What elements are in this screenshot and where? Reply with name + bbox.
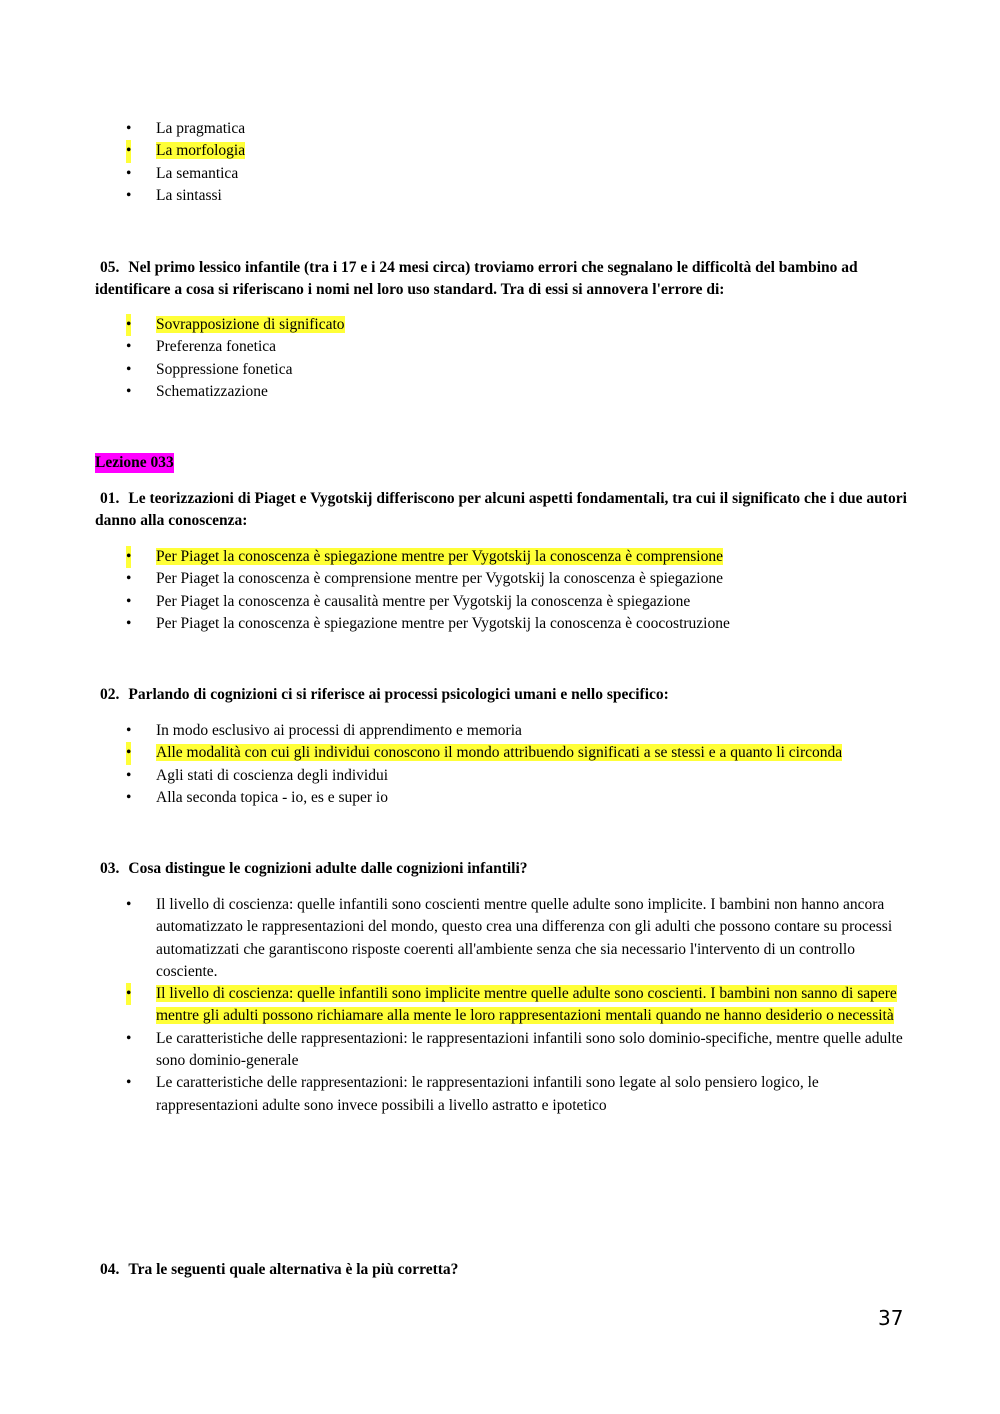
question-number: 04. (100, 1261, 120, 1278)
bullet-icon: • (126, 186, 132, 204)
question-01 (95, 488, 910, 533)
lesson-title: Lezione 033 (95, 454, 174, 471)
question-03 (95, 858, 910, 880)
option-item: • Per Piaget la conoscenza è comprensione mentre per Vygotskij la conoscenza è spiegazione (122, 568, 912, 590)
top-options-list (122, 118, 912, 207)
option-item-highlighted: • Sovrapposizione di significato (122, 314, 912, 336)
bullet-icon: • (126, 742, 131, 764)
question-number: 05. (100, 259, 120, 276)
option-item: • Preferenza fonetica (122, 336, 912, 358)
question-text: Le teorizzazioni di Piaget e Vygotskij differiscono per alcuni aspetti fondamentali, tra cui il significato che i due autori danno alla conoscenza: (95, 490, 907, 530)
bullet-icon: • (126, 120, 132, 137)
option-item: • Agli stati di coscienza degli individui (122, 765, 912, 787)
option-item: • Le caratteristiche delle rappresentazioni: le rappresentazioni infantili sono legate al solo pensiero logico, le rappresentazioni adulte sono invece possibili a livello astratto e ipotetico (126, 1074, 819, 1114)
bullet-icon: • (126, 722, 132, 739)
q02-options-list (122, 720, 912, 809)
question-05 (95, 257, 910, 302)
bullet-icon: • (126, 983, 131, 1005)
bullet-icon: • (126, 1074, 132, 1092)
question-number: 02. (100, 686, 120, 703)
option-item-highlighted: • Il livello di coscienza: quelle infantili sono implicite mentre quelle adulte sono coscienti. I bambini non sanno di sapere mentre gli adulti possono richiamare alla mente le loro rappresentazioni mentali quando ne hanno desiderio o necessità (126, 985, 897, 1025)
option-item-highlighted: • Alle modalità con cui gli individui conoscono il mondo attribuendo significati a se stessi e a quanto li circonda (122, 742, 912, 764)
question-04 (95, 1259, 910, 1281)
option-item: • La sintassi (122, 185, 912, 207)
option-item: • Soppressione fonetica (122, 359, 912, 381)
bullet-icon: • (126, 338, 132, 356)
bullet-icon: • (126, 382, 132, 400)
option-item-highlighted: • La morfologia (122, 140, 912, 162)
option-item: • Per Piaget la conoscenza è causalità mentre per Vygotskij la conoscenza è spiegazione (122, 591, 912, 613)
bullet-icon: • (126, 360, 132, 378)
bullet-icon: • (126, 164, 132, 182)
option-item-highlighted: • Per Piaget la conoscenza è spiegazione mentre per Vygotskij la conoscenza è comprensione (122, 546, 912, 568)
bullet-icon: • (126, 614, 132, 632)
question-text: Cosa distingue le cognizioni adulte dalle cognizioni infantili? (128, 860, 528, 877)
option-item: • La pragmatica (122, 118, 912, 140)
bullet-icon: • (126, 570, 132, 588)
question-number: 01. (100, 490, 120, 507)
bullet-icon: • (126, 1029, 132, 1047)
q01-options-list (122, 546, 912, 635)
option-item: • Alla seconda topica - io, es e super io (122, 787, 912, 809)
bullet-icon: • (126, 788, 132, 806)
option-item: • Il livello di coscienza: quelle infantili sono coscienti mentre quelle adulte sono implicite. I bambini non hanno ancora automatizzato le rappresentazioni del mondo, questo crea una differenza con gli adulti che possono contare su processi automatizzati che garantiscono risposte coerenti all'ambiente senza che sia necessario l'intervento di un controllo cosciente. (126, 896, 893, 980)
bullet-icon: • (126, 140, 131, 162)
bullet-icon: • (126, 766, 132, 784)
option-item: • Per Piaget la conoscenza è spiegazione mentre per Vygotskij la conoscenza è coocostruzione (122, 613, 912, 635)
option-item: • La semantica (122, 163, 912, 185)
q05-options-list (122, 314, 912, 403)
question-02 (95, 684, 910, 706)
q03-options-list (122, 894, 912, 1117)
question-text: Tra le seguenti quale alternativa è la più corretta? (128, 1261, 459, 1278)
bullet-icon: • (126, 314, 131, 336)
bullet-icon: • (126, 546, 131, 568)
question-text: Nel primo lessico infantile (tra i 17 e i 24 mesi circa) troviamo errori che segnalano le difficoltà del bambino ad identificare a cosa si riferiscano i nomi nel loro uso standard. Tra di essi si annovera l'errore di: (95, 259, 858, 299)
option-item: • Le caratteristiche delle rappresentazioni: le rappresentazioni infantili sono solo dominio-specifiche, mentre quelle adulte sono dominio-generale (126, 1029, 903, 1070)
option-item: • Schematizzazione (122, 381, 912, 403)
question-number: 03. (100, 860, 120, 877)
bullet-icon: • (126, 592, 132, 610)
page-number: 37 (878, 1306, 904, 1330)
question-text: Parlando di cognizioni ci si riferisce ai processi psicologici umani e nello specifico: (128, 686, 669, 703)
bullet-icon: • (126, 896, 132, 913)
option-item: • In modo esclusivo ai processi di apprendimento e memoria (122, 720, 912, 742)
